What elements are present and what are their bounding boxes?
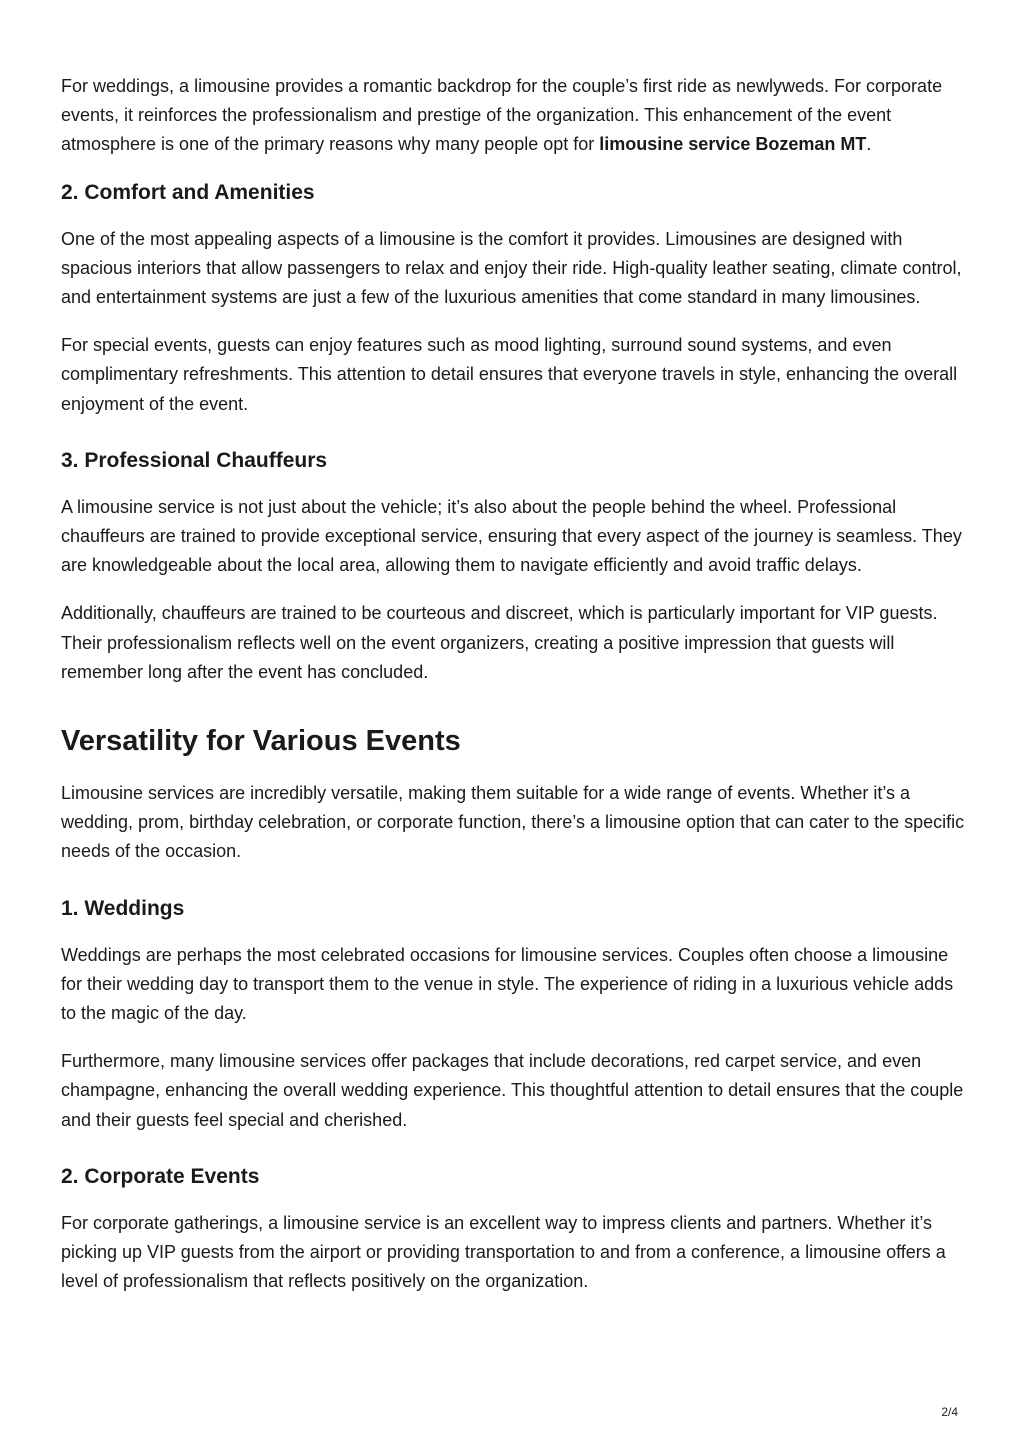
page-number: 2/4 [941, 1405, 958, 1419]
document-page [61, 72, 967, 1315]
paragraph-versatility: Limousine services are incredibly versatile, making them suitable for a wide range of events. Whether it’s a wedding, prom, birthday celebration, or corporate function, there’s a limousine option that can cater to the specific needs of the occasion. [61, 783, 965, 862]
paragraph-comfort-2: For special events, guests can enjoy features such as mood lighting, surround sound systems, and even complimentary refreshments. This attention to detail ensures that everyone travels in style, enhancing the overall enjoyment of the event. [61, 335, 958, 414]
paragraph-chauffeurs-1: A limousine service is not just about the vehicle; it’s also about the people behind the wheel. Professional chauffeurs are trained to provide exceptional service, ensuring that every aspect of the journey is seamless. They are knowledgeable about the local area, allowing them to navigate efficiently and avoid traffic delays. [61, 496, 962, 576]
intro-text: For weddings, a limousine provides a romantic backdrop for the couple’s first ride as newlyweds. For corporate events, it reinforces the professionalism and prestige of the organization. This enhancement of the event atmosphere is one of the primary reasons why many people opt for [61, 76, 943, 155]
paragraph-chauffeurs-2: Additionally, chauffeurs are trained to be courteous and discreet, which is particularly important for VIP guests. Their professionalism reflects well on the event organizers, creating a positive impression that guests will remember long after the event has concluded. [61, 603, 938, 682]
heading-versatility: Versatility for Various Events [61, 725, 461, 758]
paragraph-weddings-2: Furthermore, many limousine services offer packages that include decorations, red carpet service, and even champagne, enhancing the overall wedding experience. This thoughtful attention to detail ensures that the couple and their guests feel special and cherished. [61, 1051, 964, 1130]
heading-weddings: 1. Weddings [61, 896, 185, 920]
intro-end: . [866, 134, 872, 155]
paragraph-intro [61, 72, 967, 160]
paragraph-corporate: For corporate gatherings, a limousine service is an excellent way to impress clients and partners. Whether it’s picking up VIP guests from the airport or providing transportation to and from a conference, a limousine offers a level of professionalism that reflects positively on the organization. [61, 1212, 946, 1292]
heading-comfort-amenities: 2. Comfort and Amenities [61, 180, 315, 204]
paragraph-comfort-1: One of the most appealing aspects of a limousine is the comfort it provides. Limousines are designed with spacious interiors that allow passengers to relax and enjoy their ride. High-quality leather seating, climate control, and entertainment systems are just a few of the luxurious amenities that come standard in many limousines. [61, 228, 962, 308]
paragraph-weddings-1: Weddings are perhaps the most celebrated occasions for limousine services. Couples often choose a limousine for their wedding day to transport them to the venue in style. The experience of riding in a luxurious vehicle adds to the magic of the day. [61, 944, 954, 1024]
heading-professional-chauffeurs: 3. Professional Chauffeurs [61, 448, 328, 472]
keyword-link-text: limousine service Bozeman MT [599, 134, 867, 155]
heading-corporate-events: 2. Corporate Events [61, 1164, 260, 1188]
